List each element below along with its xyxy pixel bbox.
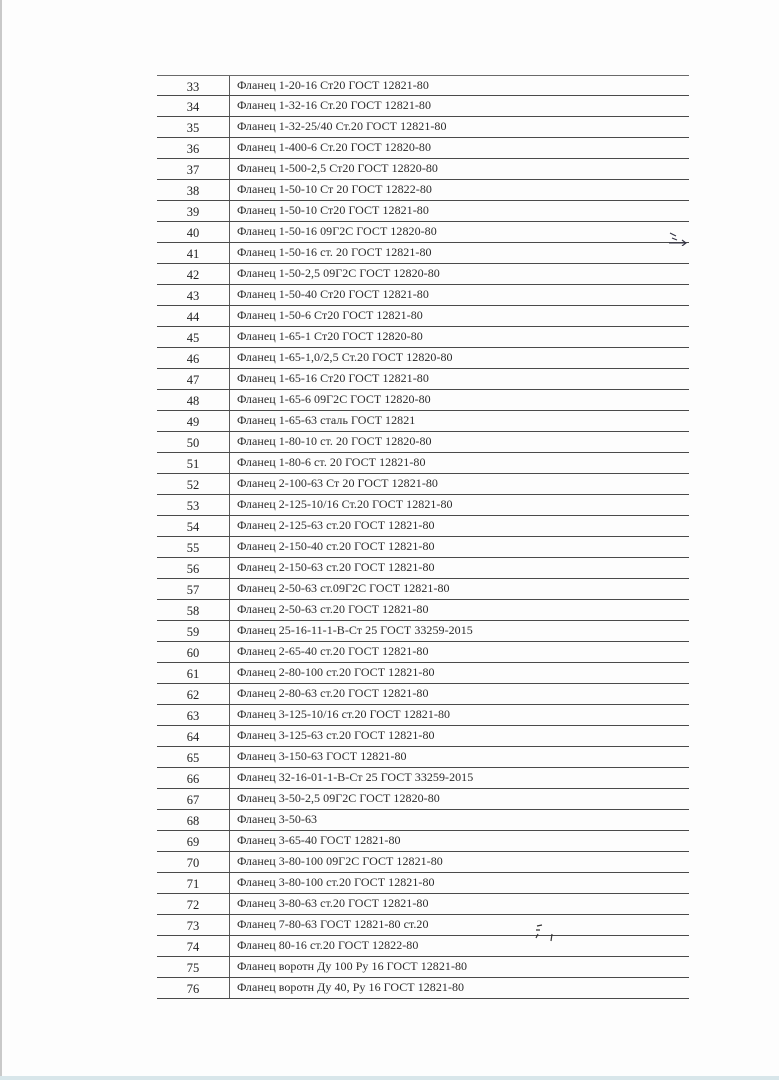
row-description: Фланец 1-50-16 09Г2С ГОСТ 12820-80	[237, 224, 437, 238]
row-description: Фланец 3-125-63 ст.20 ГОСТ 12821-80	[237, 728, 435, 742]
row-number: 41	[157, 243, 230, 263]
table-row	[157, 915, 689, 936]
table-row	[157, 201, 689, 222]
row-number: 65	[157, 747, 230, 767]
row-description: Фланец 1-65-16 Ст20 ГОСТ 12821-80	[237, 371, 429, 385]
table-row	[157, 768, 689, 789]
row-description: Фланец 3-150-63 ГОСТ 12821-80	[237, 749, 407, 763]
row-number: 38	[157, 180, 230, 200]
row-description: Фланец 2-50-63 ст.09Г2С ГОСТ 12821-80	[237, 581, 450, 595]
row-number: 45	[157, 327, 230, 347]
table-row	[157, 600, 689, 621]
row-description: Фланец 7-80-63 ГОСТ 12821-80 ст.20	[237, 917, 429, 931]
row-description: Фланец 2-80-63 ст.20 ГОСТ 12821-80	[237, 686, 429, 700]
row-description: Фланец 2-125-63 ст.20 ГОСТ 12821-80	[237, 518, 435, 532]
row-description: Фланец 1-20-16 Ст20 ГОСТ 12821-80	[237, 78, 429, 92]
table-row	[157, 411, 689, 432]
row-number: 43	[157, 285, 230, 305]
table-row	[157, 432, 689, 453]
row-number: 64	[157, 726, 230, 746]
row-description: Фланец 1-400-6 Ст.20 ГОСТ 12820-80	[237, 140, 432, 154]
row-description: Фланец 1-500-2,5 Ст20 ГОСТ 12820-80	[237, 161, 438, 175]
table-row	[157, 264, 689, 285]
table-row	[157, 978, 689, 999]
row-description: Фланец 1-32-16 Ст.20 ГОСТ 12821-80	[237, 98, 432, 112]
table-row	[157, 705, 689, 726]
row-number: 60	[157, 642, 230, 662]
row-description: Фланец 1-50-10 Ст20 ГОСТ 12821-80	[237, 203, 429, 217]
table-row	[157, 306, 689, 327]
table-row	[157, 138, 689, 159]
table-row	[157, 159, 689, 180]
row-description: Фланец 1-50-6 Ст20 ГОСТ 12821-80	[237, 308, 423, 322]
row-number: 71	[157, 873, 230, 893]
pen-arrow-mark	[668, 230, 688, 246]
row-description: Фланец 3-80-100 09Г2С ГОСТ 12821-80	[237, 854, 443, 868]
row-number: 47	[157, 369, 230, 389]
row-number: 42	[157, 264, 230, 284]
table-row	[157, 75, 689, 96]
table-row	[157, 243, 689, 264]
table-row	[157, 327, 689, 348]
table-row	[157, 516, 689, 537]
table-row	[157, 789, 689, 810]
table-row	[157, 726, 689, 747]
row-number: 57	[157, 579, 230, 599]
row-number: 52	[157, 474, 230, 494]
row-description: Фланец 25-16-11-1-В-Ст 25 ГОСТ 33259-2015	[237, 623, 473, 637]
table-row	[157, 390, 689, 411]
row-number: 59	[157, 621, 230, 641]
row-description: Фланец 2-125-10/16 Ст.20 ГОСТ 12821-80	[237, 497, 453, 511]
row-description: Фланец 1-50-2,5 09Г2С ГОСТ 12820-80	[237, 266, 440, 280]
row-number: 35	[157, 117, 230, 137]
flange-table	[157, 75, 689, 999]
row-number: 33	[157, 76, 230, 95]
row-number: 66	[157, 768, 230, 788]
row-number: 76	[157, 978, 230, 998]
table-row	[157, 747, 689, 768]
row-description: Фланец 3-50-63	[237, 812, 318, 826]
table-row	[157, 831, 689, 852]
row-description: Фланец 3-50-2,5 09Г2С ГОСТ 12820-80	[237, 791, 440, 805]
row-description: Фланец 3-65-40 ГОСТ 12821-80	[237, 833, 401, 847]
row-description: Фланец 1-65-1 Ст20 ГОСТ 12820-80	[237, 329, 423, 343]
row-number: 48	[157, 390, 230, 410]
row-number: 50	[157, 432, 230, 452]
table-row	[157, 852, 689, 873]
table-row	[157, 348, 689, 369]
table-row	[157, 285, 689, 306]
row-description: Фланец 1-32-25/40 Ст.20 ГОСТ 12821-80	[237, 119, 447, 133]
row-description: Фланец воротн Ду 100 Ру 16 ГОСТ 12821-80	[237, 959, 468, 973]
table-row	[157, 936, 689, 957]
row-number: 51	[157, 453, 230, 473]
row-number: 68	[157, 810, 230, 830]
table-row	[157, 894, 689, 915]
row-description: Фланец 2-100-63 Ст 20 ГОСТ 12821-80	[237, 476, 438, 490]
pen-stray-mark	[533, 922, 557, 946]
row-number: 54	[157, 516, 230, 536]
row-description: Фланец 1-50-16 ст. 20 ГОСТ 12821-80	[237, 245, 432, 259]
row-number: 63	[157, 705, 230, 725]
row-description: Фланец воротн Ду 40, Ру 16 ГОСТ 12821-80	[237, 980, 465, 994]
table-row	[157, 663, 689, 684]
table-row	[157, 684, 689, 705]
row-description: Фланец 2-80-100 ст.20 ГОСТ 12821-80	[237, 665, 435, 679]
row-number: 70	[157, 852, 230, 872]
scan-left-edge	[0, 0, 2, 1080]
row-number: 69	[157, 831, 230, 851]
row-description: Фланец 3-80-100 ст.20 ГОСТ 12821-80	[237, 875, 435, 889]
row-number: 61	[157, 663, 230, 683]
row-description: Фланец 2-150-40 ст.20 ГОСТ 12821-80	[237, 539, 435, 553]
row-number: 49	[157, 411, 230, 431]
row-number: 73	[157, 915, 230, 935]
row-number: 44	[157, 306, 230, 326]
row-number: 36	[157, 138, 230, 158]
row-number: 67	[157, 789, 230, 809]
row-number: 58	[157, 600, 230, 620]
row-description: Фланец 3-125-10/16 ст.20 ГОСТ 12821-80	[237, 707, 451, 721]
row-description: Фланец 1-80-10 ст. 20 ГОСТ 12820-80	[237, 434, 432, 448]
row-description: Фланец 1-65-6 09Г2С ГОСТ 12820-80	[237, 392, 431, 406]
row-number: 53	[157, 495, 230, 515]
row-description: Фланец 1-80-6 ст. 20 ГОСТ 12821-80	[237, 455, 426, 469]
row-number: 34	[157, 96, 230, 116]
row-number: 74	[157, 936, 230, 956]
row-number: 56	[157, 558, 230, 578]
table-row	[157, 180, 689, 201]
row-number: 37	[157, 159, 230, 179]
table-row	[157, 474, 689, 495]
row-description: Фланец 32-16-01-1-В-Ст 25 ГОСТ 33259-2015	[237, 770, 474, 784]
row-description: Фланец 1-50-10 Ст 20 ГОСТ 12822-80	[237, 182, 432, 196]
table-row	[157, 873, 689, 894]
table-row	[157, 222, 689, 243]
table-row	[157, 642, 689, 663]
table-row	[157, 810, 689, 831]
table-row	[157, 96, 689, 117]
table-row	[157, 537, 689, 558]
row-description: Фланец 1-50-40 Ст20 ГОСТ 12821-80	[237, 287, 429, 301]
row-number: 75	[157, 957, 230, 977]
table-row	[157, 495, 689, 516]
table-row	[157, 117, 689, 138]
row-description: Фланец 80-16 ст.20 ГОСТ 12822-80	[237, 938, 419, 952]
row-number: 72	[157, 894, 230, 914]
row-description: Фланец 2-50-63 ст.20 ГОСТ 12821-80	[237, 602, 429, 616]
table-row	[157, 369, 689, 390]
row-description: Фланец 1-65-1,0/2,5 Ст.20 ГОСТ 12820-80	[237, 350, 453, 364]
row-number: 40	[157, 222, 230, 242]
scan-bottom-edge	[0, 1076, 779, 1080]
table-row	[157, 957, 689, 978]
row-number: 39	[157, 201, 230, 221]
row-number: 55	[157, 537, 230, 557]
row-number: 62	[157, 684, 230, 704]
row-number: 46	[157, 348, 230, 368]
table-row	[157, 558, 689, 579]
row-description: Фланец 2-150-63 ст.20 ГОСТ 12821-80	[237, 560, 435, 574]
table-row	[157, 453, 689, 474]
row-description: Фланец 2-65-40 ст.20 ГОСТ 12821-80	[237, 644, 429, 658]
row-description: Фланец 1-65-63 сталь ГОСТ 12821	[237, 413, 416, 427]
row-description: Фланец 3-80-63 ст.20 ГОСТ 12821-80	[237, 896, 429, 910]
table-row	[157, 579, 689, 600]
table-row	[157, 621, 689, 642]
